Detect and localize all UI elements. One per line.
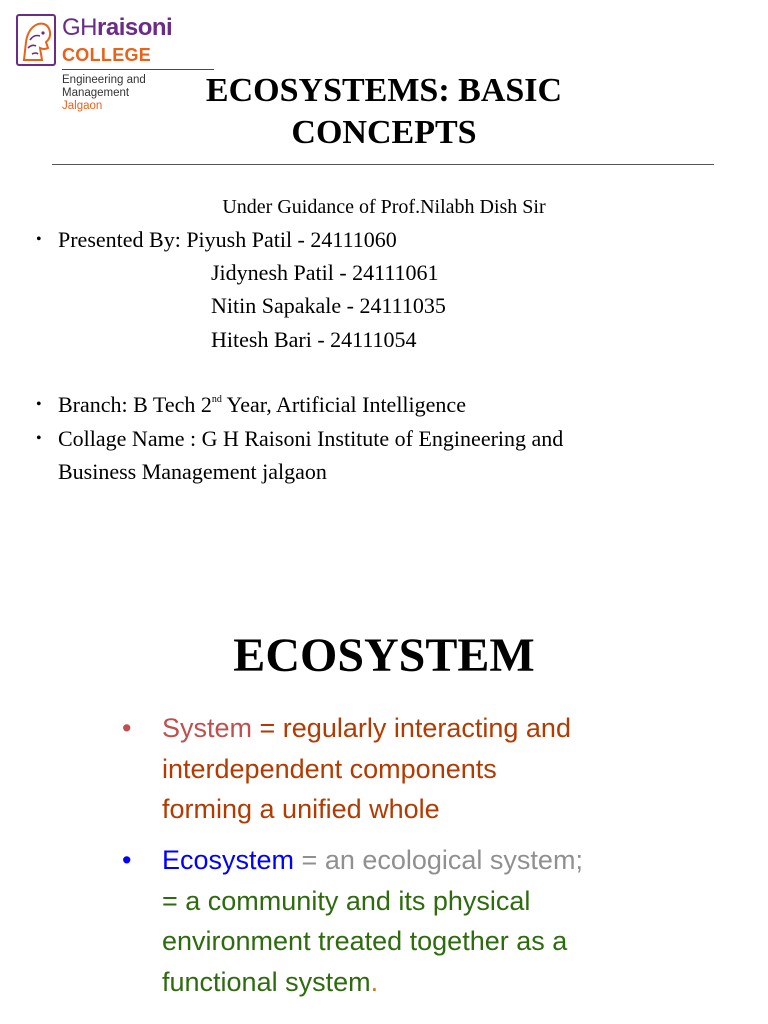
logo-city: Jalgaon [62,100,103,112]
ecosystem-heading: ECOSYSTEM [233,629,535,682]
logo-subtitle-1: Engineering and [62,74,146,86]
ecosystem-term: Ecosystem [162,845,295,875]
logo-subtitle-2: Management [62,87,130,99]
guidance-line: Under Guidance of Prof.Nilabh Dish Sir [222,196,546,218]
title-line-2: CONCEPTS [291,114,477,151]
presenter-2: Jidynesh Patil - 24111061 [211,260,439,285]
presented-by-text: Presented By: Piyush Patil - 24111060 [58,227,397,252]
system-term: System [162,713,253,743]
title-line-1: ECOSYSTEMS: BASIC [205,72,563,109]
logo-wordmark: GHraisoni [62,14,173,41]
presenter-3: Nitin Sapakale - 24111035 [211,293,446,318]
title-divider [52,164,714,165]
college-name-line-2: Business Management jalgaon [58,459,327,484]
logo-college: COLLEGE [62,45,152,65]
lion-emblem-icon [16,14,56,66]
branch-text: Branch: B Tech 2nd Year, Artificial Intelligence [58,392,466,417]
college-name-line-1: Collage Name : G H Raisoni Institute of Engineering and [58,426,564,451]
slide-title-heading [0,70,768,154]
presenter-4: Hitesh Bari - 24111054 [211,327,417,352]
slide-title: GHraisoni COLLEGE Engineering and Management Jalgaon ECOSYSTEMS: BASIC CONCEPTS Under Guidance of Prof.Nilabh Dish Sir • Presented By: Piyush Patil - 24111060 Jidynesh Patil - 24111061 Nitin Sapakale - 24111035 Hitesh Bari - 24111054 • Branch: B Tech 2nd Year, Artificial Intelligence • Collage Name : G H Raisoni Institute of Engineering and Business Management jalgaon [0,0,768,560]
